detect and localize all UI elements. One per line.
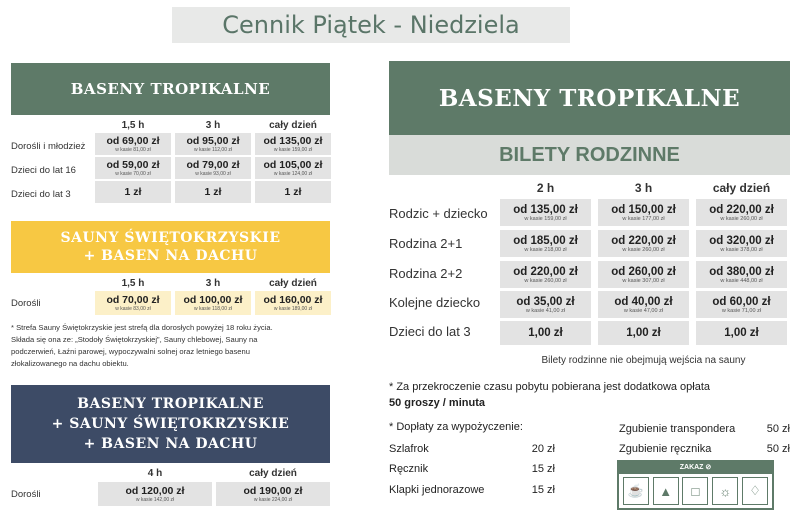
rodzinne-row-label: Dzieci do lat 3	[389, 324, 471, 339]
baseny-header-2: 3 h	[205, 120, 221, 131]
no-running-icon: ☼	[712, 477, 738, 505]
sauny-row-label: Dorośli	[11, 298, 41, 309]
sauny-footnote: * Strefa Sauny Świętokrzyskie jest strefą dla dorosłych powyżej 18 roku życia. Składa się ona ze: „Stodoły Świętokrzyskiej”, Sauny chlebowej, Sauny na podczerwień, Łaźni parowej, wypoczywalni solnej oraz letniego basenu złokalizowanego na dachu obiektu.	[11, 323, 273, 368]
loss-label: Zgubienie ręcznika	[619, 443, 712, 455]
rodzinne-header-3: cały dzień	[712, 181, 771, 195]
rodzinne-price-cell: od 320,00 zł w kasie 378,00 zł	[696, 230, 787, 257]
rental-price: 15 zł	[531, 484, 555, 496]
combo-price-cell: od 190,00 zł w kasie 224,00 zł	[216, 482, 330, 506]
surcharge-line1: * Za przekroczenie czasu pobytu pobierana jest dodatkowa opłata	[389, 381, 711, 393]
combo-header-2: cały dzień	[249, 468, 297, 479]
sauny-banner	[11, 221, 330, 273]
rodzinne-header-1: 2 h	[536, 181, 555, 195]
baseny-price-cell: od 95,00 zł w kasie 112,00 zł	[175, 133, 251, 155]
sauny-header-2: 3 h	[205, 278, 221, 289]
combo-row-label: Dorośli	[11, 489, 41, 500]
sauny-price-cell: od 70,00 zł w kasie 83,00 zł	[95, 291, 171, 315]
rodzinne-price-cell: od 35,00 zł w kasie 41,00 zł	[500, 291, 591, 318]
rodzinne-header-2: 3 h	[634, 181, 653, 195]
rodzinne-price-cell: od 60,00 zł w kasie 71,00 zł	[696, 291, 787, 318]
zakaz-label: ZAKAZ ⊘	[619, 462, 772, 474]
rodzinne-price-cell: od 135,00 zł w kasie 159,00 zł	[500, 199, 591, 226]
baseny-header-1: 1,5 h	[121, 120, 145, 131]
baseny-price-cell: od 59,00 zł w kasie 70,00 zł	[95, 157, 171, 179]
rodzinne-price-cell: 1,00 zł	[696, 321, 787, 345]
rodzinne-subtitle: BILETY RODZINNE	[389, 135, 790, 175]
baseny-price-cell: 1 zł	[95, 181, 171, 203]
rentals-title: * Dopłaty za wypożyczenie:	[389, 421, 523, 433]
sauny-price-cell: od 160,00 zł w kasie 189,00 zł	[255, 291, 331, 315]
rental-label: Szlafrok	[389, 443, 429, 455]
rodzinne-price-cell: od 380,00 zł w kasie 448,00 zł	[696, 261, 787, 288]
page-title: Cennik Piątek - Niedziela	[172, 7, 570, 43]
combo-title-line3: + BASEN NA DACHU	[83, 436, 258, 452]
baseny-row-label: Dzieci do lat 3	[11, 189, 71, 200]
loss-label: Zgubienie transpondera	[619, 423, 736, 435]
baseny-price-cell: od 135,00 zł w kasie 159,00 zł	[255, 133, 331, 155]
sauny-title-line1: SAUNY ŚWIĘTOKRZYSKIE	[60, 230, 281, 246]
sauny-header-3: cały dzień	[269, 278, 317, 289]
rental-label: Ręcznik	[389, 463, 429, 475]
combo-title-line1: BASENY TROPIKALNE	[77, 396, 264, 412]
baseny-price-cell: od 105,00 zł w kasie 124,00 zł	[255, 157, 331, 179]
baseny-row-label: Dzieci do lat 16	[11, 165, 76, 176]
baseny-price-cell: od 79,00 zł w kasie 93,00 zł	[175, 157, 251, 179]
rodzinne-price-cell: od 150,00 zł w kasie 177,00 zł	[598, 199, 689, 226]
rodzinne-price-cell: od 220,00 zł w kasie 260,00 zł	[598, 230, 689, 257]
rodzinne-note: Bilety rodzinne nie obejmują wejścia na sauny	[541, 355, 746, 366]
loss-price: 50 zł	[766, 423, 790, 435]
loss-price: 50 zł	[766, 443, 790, 455]
combo-header-1: 4 h	[147, 468, 163, 479]
combo-title-line2: + SAUNY ŚWIĘTOKRZYSKIE	[51, 416, 290, 432]
rodzinne-row-label: Kolejne dziecko	[389, 295, 481, 310]
baseny-price-cell: od 69,00 zł w kasie 81,00 zł	[95, 133, 171, 155]
combo-banner	[11, 385, 330, 463]
rodzinne-price-cell: od 40,00 zł w kasie 47,00 zł	[598, 291, 689, 318]
sauny-header-1: 1,5 h	[121, 278, 145, 289]
combo-price-cell: od 120,00 zł w kasie 142,00 zł	[98, 482, 212, 506]
sauny-title-line2: + BASEN NA DACHU	[83, 248, 258, 264]
baseny-banner	[11, 63, 330, 115]
surcharge-line2: 50 groszy / minuta	[389, 397, 485, 409]
zakaz-sign	[617, 460, 774, 510]
rodzinne-price-cell: 1,00 zł	[500, 321, 591, 345]
rodzinne-row-label: Rodzic + dziecko	[389, 206, 488, 221]
rodzinne-price-cell: od 185,00 zł w kasie 218,00 zł	[500, 230, 591, 257]
baseny-price-cell: 1 zł	[175, 181, 251, 203]
no-glass-bottle-icon: ▲	[653, 477, 679, 505]
no-alcohol-icon: ♢	[742, 477, 768, 505]
rodzinne-price-cell: 1,00 zł	[598, 321, 689, 345]
rodzinne-banner	[389, 61, 790, 135]
rodzinne-price-cell: od 260,00 zł w kasie 307,00 zł	[598, 261, 689, 288]
no-outside-items-icon: □	[682, 477, 708, 505]
baseny-header-3: cały dzień	[269, 120, 317, 131]
rodzinne-price-cell: od 220,00 zł w kasie 260,00 zł	[696, 199, 787, 226]
rental-label: Klapki jednorazowe	[389, 484, 485, 496]
rodzinne-row-label: Rodzina 2+2	[389, 266, 463, 281]
rental-price: 20 zł	[531, 443, 555, 455]
sauny-price-cell: od 100,00 zł w kasie 118,00 zł	[175, 291, 251, 315]
baseny-price-cell: 1 zł	[255, 181, 331, 203]
rodzinne-price-cell: od 220,00 zł w kasie 260,00 zł	[500, 261, 591, 288]
rodzinne-title: BASENY TROPIKALNE	[438, 84, 741, 112]
rental-price: 15 zł	[531, 463, 555, 475]
baseny-title: BASENY TROPIKALNE	[70, 80, 271, 98]
rodzinne-row-label: Rodzina 2+1	[389, 236, 463, 251]
baseny-row-label: Dorośli i młodzież	[11, 141, 86, 152]
no-food-icon: ☕	[623, 477, 649, 505]
